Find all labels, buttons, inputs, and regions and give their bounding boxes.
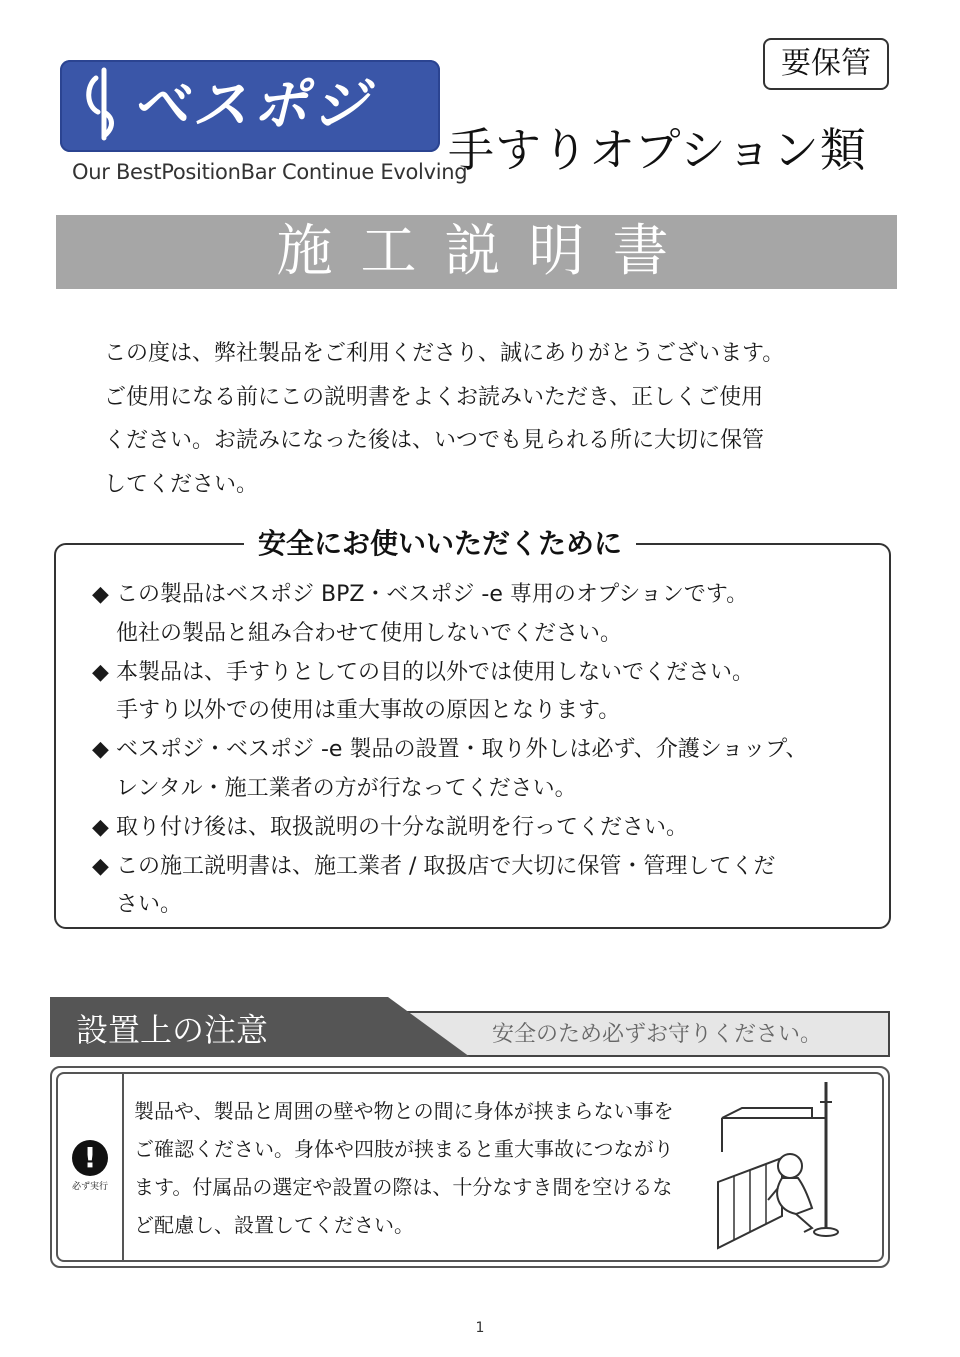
list-item-line: ベスポジ・ベスポジ -e 製品の設置・取り外しは必ず、介護ショップ、 (116, 737, 808, 763)
banner-title: 施工説明書 (276, 219, 697, 284)
exclamation-icon: ! (72, 1140, 108, 1176)
list-item-line: この施工説明書は、施工業者 / 取扱店で大切に保管・管理してくだ (116, 853, 776, 879)
diamond-bullet-icon: ◆ (92, 582, 109, 607)
caution-title: 設置上の注意 (76, 1011, 269, 1049)
list-item-line: 他社の製品と組み合わせて使用しないでください。 (116, 620, 623, 646)
list-item-line: レンタル・施工業者の方が行なってください。 (116, 775, 577, 801)
caution-line: ご確認ください。身体や四肢が挟まると重大事故につながり (134, 1137, 674, 1161)
caution-body (134, 1092, 714, 1244)
list-item (92, 848, 882, 926)
logo-tagline: Our BestPositionBar Continue Evolving (72, 160, 468, 184)
list-item-line: さい。 (116, 892, 183, 918)
intro-line: してください。 (104, 471, 259, 497)
list-item-line: 取り付け後は、取扱説明の十分な説明を行ってください。 (116, 814, 689, 840)
safety-list (92, 576, 882, 925)
diamond-bullet-icon: ◆ (92, 659, 109, 685)
must-do-label: 必ず実行 (71, 1182, 108, 1192)
list-item (92, 654, 882, 732)
intro-paragraph (104, 332, 884, 506)
list-item (92, 576, 882, 654)
list-item (92, 809, 882, 848)
diamond-bullet-icon: ◆ (92, 737, 109, 763)
list-item-line: この製品はベスポジ BPZ・ベスポジ -e 専用のオプションです。 (116, 582, 749, 607)
handrail-logo-icon (84, 66, 124, 146)
intro-line: ください。お読みになった後は、いつでも見られる所に大切に保管 (104, 428, 765, 453)
keep-badge: 要保管 (763, 38, 889, 90)
caution-line: ます。付属品の選定や設置の際は、十分なすき間を空けるな (134, 1175, 673, 1199)
intro-line: ご使用になる前にこの説明書をよくお読みいただき、正しくご使用 (104, 384, 764, 410)
page-number: 1 (475, 1320, 485, 1336)
page-title: 手すりオプション類 (448, 123, 867, 177)
diamond-bullet-icon: ◆ (92, 853, 109, 879)
list-item-line: 手すり以外での使用は重大事故の原因となります。 (116, 698, 621, 724)
list-item-line: 本製品は、手すりとしての目的以外では使用しないでください。 (116, 659, 755, 685)
intro-line: この度は、弊社製品をご利用くださり、誠にありがとうございます。 (104, 341, 785, 366)
pinch-warning-illustration (712, 1078, 882, 1258)
caution-divider (122, 1074, 124, 1260)
caution-line: 製品や、製品と周囲の壁や物との間に身体が挟まらない事を (134, 1099, 674, 1123)
caution-note: 安全のため必ずお守りください。 (492, 1022, 823, 1047)
safety-title: 安全にお使いいただくために (244, 524, 636, 564)
caution-line: ど配慮し、設置してください。 (134, 1213, 414, 1237)
list-item (92, 731, 882, 809)
logo-text: ベスポジ (132, 73, 372, 138)
diamond-bullet-icon: ◆ (92, 814, 109, 840)
